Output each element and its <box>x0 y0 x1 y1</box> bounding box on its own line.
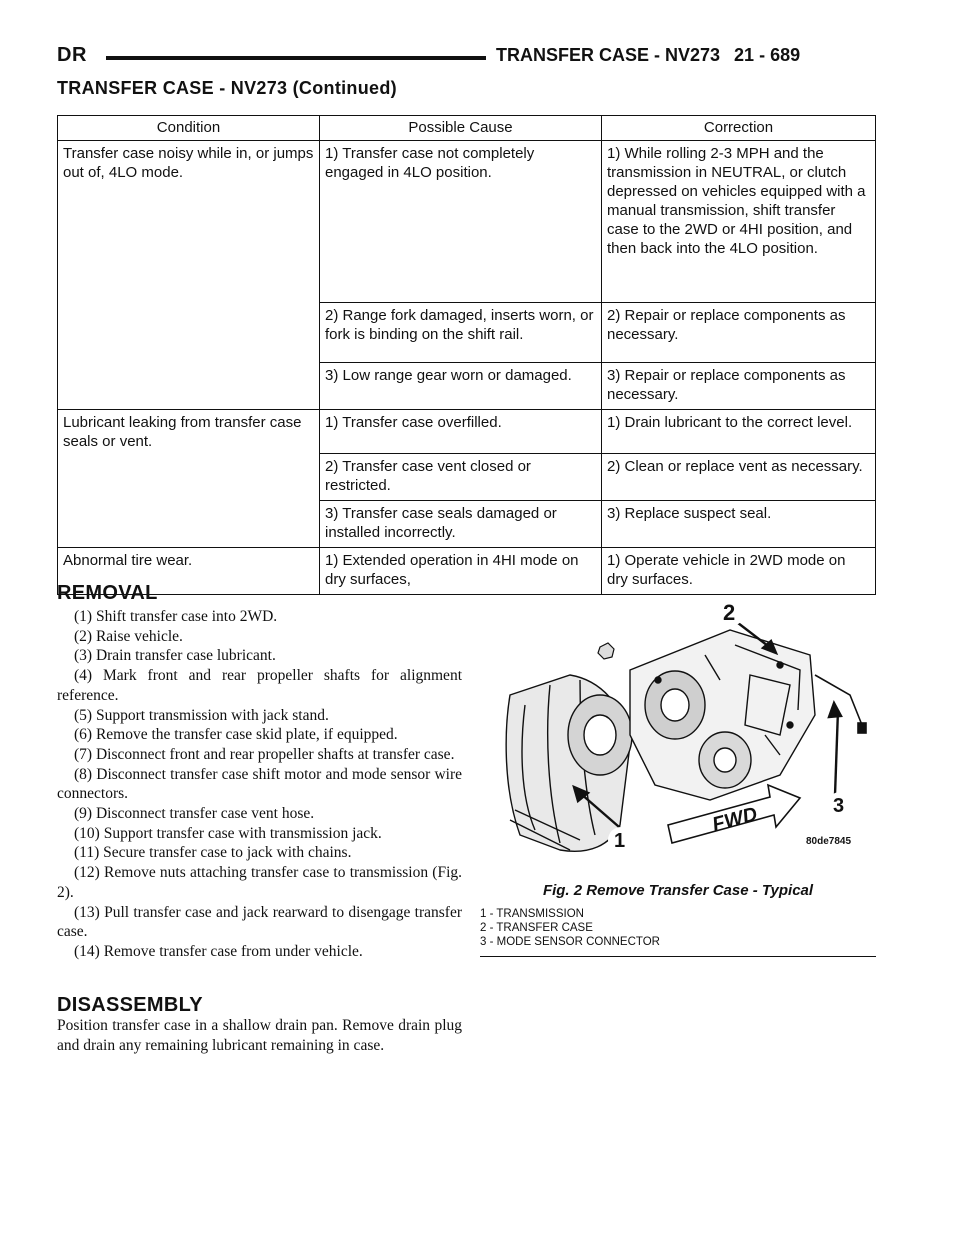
condition-cell: Transfer case noisy while in, or jumps out of, 4LO mode. <box>58 141 320 410</box>
header-rule <box>106 56 486 60</box>
disassembly-paragraph: Position transfer case in a shallow drain pan. Remove drain plug and drain any remaining lubricant remaining in case. <box>57 1017 462 1054</box>
correction-cell: 1) Operate vehicle in 2WD mode on dry surfaces. <box>602 548 876 595</box>
figure-legend <box>480 907 660 949</box>
continued-title: TRANSFER CASE - NV273 (Continued) <box>57 78 397 98</box>
figure-id: 80de7845 <box>806 836 852 847</box>
disassembly-body <box>57 1016 462 1055</box>
removal-heading: REMOVAL <box>57 582 158 604</box>
removal-step: (9) Disconnect transfer case vent hose. <box>74 805 315 823</box>
header-section-code: DR <box>57 44 87 66</box>
header-correction: Correction <box>602 116 876 141</box>
callout-1: 1 <box>614 830 626 852</box>
removal-step: (1) Shift transfer case into 2WD. <box>74 608 278 625</box>
table-header-row <box>58 116 876 141</box>
cause-cell: 1) Extended operation in 4HI mode on dry surfaces, <box>320 548 602 595</box>
cause-cell: 1) Transfer case overfilled. <box>320 410 602 454</box>
cause-cell: 2) Transfer case vent closed or restricted. <box>320 454 602 501</box>
cause-cell: 1) Transfer case not completely engaged in 4LO position. <box>320 141 602 303</box>
legend-item: 2 - TRANSFER CASE <box>480 922 593 934</box>
removal-step: (10) Support transfer case with transmission jack. <box>74 824 382 842</box>
legend-item: 3 - MODE SENSOR CONNECTOR <box>480 936 660 948</box>
header-title: TRANSFER CASE - NV273 <box>496 45 721 65</box>
removal-step: (12) Remove nuts attaching transfer case to transmission (Fig. 2). <box>57 864 462 901</box>
legend-item: 1 - TRANSMISSION <box>480 908 584 920</box>
callout-2: 2 <box>723 600 736 625</box>
disassembly-heading: DISASSEMBLY <box>57 994 203 1016</box>
cause-cell: 3) Transfer case seals damaged or installed incorrectly. <box>320 501 602 548</box>
callout-3: 3 <box>833 795 845 817</box>
transfer-case-drawing <box>630 630 815 800</box>
removal-step: (7) Disconnect front and rear propeller shafts at transfer case. <box>74 745 455 763</box>
legend-rule <box>480 956 876 957</box>
figure-caption: Fig. 2 Remove Transfer Case - Typical <box>542 882 814 899</box>
removal-step: (5) Support transmission with jack stand. <box>74 706 329 724</box>
correction-cell: 1) While rolling 2-3 MPH and the transmission in NEUTRAL, or clutch depressed on vehicles equipped with a manual transmission, shift transfer case to the 2WD or 4HI position, and then back into the 4LO position. <box>602 141 876 303</box>
table-row <box>58 141 876 303</box>
table-row <box>58 410 876 454</box>
condition-cell: Abnormal tire wear. <box>58 548 320 595</box>
diagnosis-table <box>57 115 876 595</box>
header-possible-cause: Possible Cause <box>320 116 602 141</box>
correction-cell: 3) Repair or replace components as necessary. <box>602 363 876 410</box>
cause-cell: 3) Low range gear worn or damaged. <box>320 363 602 410</box>
header-condition: Condition <box>58 116 320 141</box>
transmission-drawing <box>506 675 632 851</box>
fwd-label: FWD <box>710 803 760 837</box>
removal-step: (14) Remove transfer case from under vehicle. <box>74 942 363 960</box>
header-title-block <box>496 45 800 66</box>
removal-step: (6) Remove the transfer case skid plate, if equipped. <box>74 726 398 744</box>
removal-step: (4) Mark front and rear propeller shafts for alignment reference. <box>57 667 462 704</box>
cause-cell: 2) Range fork damaged, inserts worn, or fork is binding on the shift rail. <box>320 303 602 363</box>
removal-step: (8) Disconnect transfer case shift motor and mode sensor wire connectors. <box>57 765 462 803</box>
correction-cell: 2) Clean or replace vent as necessary. <box>602 454 876 501</box>
page-number: 21 - 689 <box>734 45 801 65</box>
condition-cell: Lubricant leaking from transfer case seals or vent. <box>58 410 320 548</box>
removal-step: (2) Raise vehicle. <box>74 627 183 645</box>
removal-step: (3) Drain transfer case lubricant. <box>74 647 276 665</box>
correction-cell: 3) Replace suspect seal. <box>602 501 876 548</box>
removal-steps <box>57 607 462 962</box>
removal-step: (13) Pull transfer case and jack rearward to disengage transfer case. <box>57 903 462 941</box>
mode-sensor-connector-drawing <box>815 675 866 733</box>
correction-cell: 1) Drain lubricant to the correct level. <box>602 410 876 454</box>
correction-cell: 2) Repair or replace components as necessary. <box>602 303 876 363</box>
removal-step: (11) Secure transfer case to jack with chains. <box>74 844 352 862</box>
nut-drawing <box>598 643 614 659</box>
